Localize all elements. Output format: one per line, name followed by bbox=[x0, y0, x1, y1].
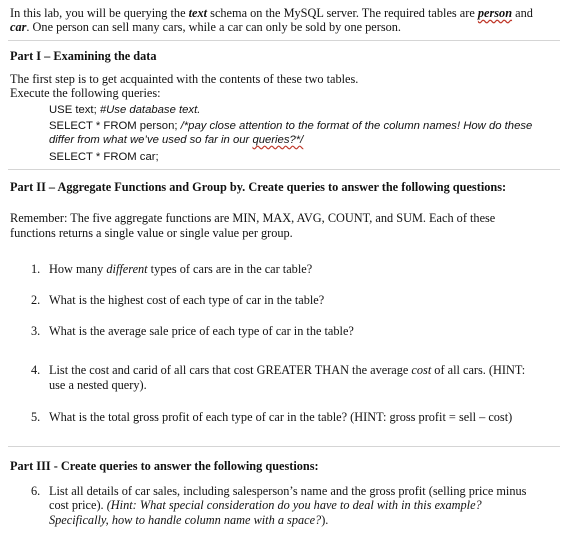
question-2: What is the highest cost of each type of car in the table? bbox=[49, 293, 325, 307]
question-number: 2. bbox=[31, 293, 41, 307]
question-5: What is the total gross profit of each type of car in the table? (HINT: gross profit = sell – cost) bbox=[49, 410, 513, 424]
question-text: of all cars. (HINT: bbox=[431, 363, 526, 377]
question-text: cost price). bbox=[49, 498, 107, 512]
question-hint: Specifically, how to handle column name with a space? bbox=[49, 513, 322, 527]
query-select-person-comment bbox=[49, 132, 303, 147]
question-text: types of cars are in the car table? bbox=[147, 262, 313, 276]
question-4 bbox=[49, 363, 525, 377]
question-number: 1. bbox=[31, 262, 41, 276]
intro-table-person: person bbox=[477, 6, 513, 20]
question-text: ). bbox=[321, 513, 329, 527]
query-comment: differ from what we’ve used so far in our bbox=[49, 134, 253, 146]
query-comment: /*pay close attention to the format of the column names! How do these bbox=[180, 120, 533, 132]
intro-line-2 bbox=[10, 20, 401, 34]
query-code: SELECT * FROM person; bbox=[49, 120, 181, 132]
question-number: 4. bbox=[31, 363, 41, 377]
intro-table-car: car bbox=[10, 20, 27, 34]
question-text: How many bbox=[49, 262, 107, 276]
query-select-car bbox=[49, 149, 159, 164]
part1-heading: Part I – Examining the data bbox=[10, 49, 157, 63]
section-divider bbox=[8, 446, 560, 447]
query-comment: #Use database text. bbox=[99, 104, 201, 116]
question-hint: (Hint: What special consideration do you have to deal with in this example? bbox=[106, 498, 482, 512]
question-4-continued: use a nested query). bbox=[49, 378, 147, 392]
intro-schema-name: text bbox=[188, 6, 208, 20]
part1-paragraph-2: Execute the following queries: bbox=[10, 86, 161, 100]
part2-heading: Part II – Aggregate Functions and Group by. Create queries to answer the following questions: bbox=[10, 180, 507, 194]
intro-text: In this lab, you will be querying the bbox=[10, 6, 189, 20]
question-number: 6. bbox=[31, 484, 41, 498]
question-1 bbox=[49, 262, 312, 276]
part1-paragraph-1: The first step is to get acquainted with the contents of these two tables. bbox=[10, 72, 359, 86]
question-3: What is the average sale price of each type of car in the table? bbox=[49, 324, 354, 338]
question-emphasis: cost bbox=[411, 363, 432, 377]
intro-text: and bbox=[512, 6, 533, 20]
query-use-text bbox=[49, 102, 200, 117]
question-6: List all details of car sales, including salesperson’s name and the gross profit (selling price minus bbox=[49, 484, 527, 498]
intro-text: schema on the MySQL server. The required tables are bbox=[207, 6, 478, 20]
part3-heading: Part III - Create queries to answer the following questions: bbox=[10, 459, 319, 473]
section-divider bbox=[8, 169, 560, 170]
question-6-line-2 bbox=[49, 498, 482, 512]
part2-remember-line-2: functions returns a single value or single value per group. bbox=[10, 226, 293, 240]
question-emphasis: different bbox=[106, 262, 148, 276]
query-select-person bbox=[49, 118, 532, 133]
part2-remember-line-1: Remember: The five aggregate functions are MIN, MAX, AVG, COUNT, and SUM. Each of these bbox=[10, 211, 496, 225]
question-text: List the cost and carid of all cars that cost GREATER THAN the average bbox=[49, 363, 412, 377]
section-divider bbox=[8, 40, 560, 41]
query-code: SELECT * FROM car; bbox=[49, 151, 159, 163]
intro-text: . One person can sell many cars, while a car can only be sold by one person. bbox=[26, 20, 401, 34]
intro-line-1 bbox=[10, 6, 533, 20]
question-6-line-3 bbox=[49, 513, 328, 527]
query-comment-misspelled: queries?*/ bbox=[252, 134, 304, 146]
question-number: 5. bbox=[31, 410, 41, 424]
query-code: USE text; bbox=[49, 104, 100, 116]
question-number: 3. bbox=[31, 324, 41, 338]
